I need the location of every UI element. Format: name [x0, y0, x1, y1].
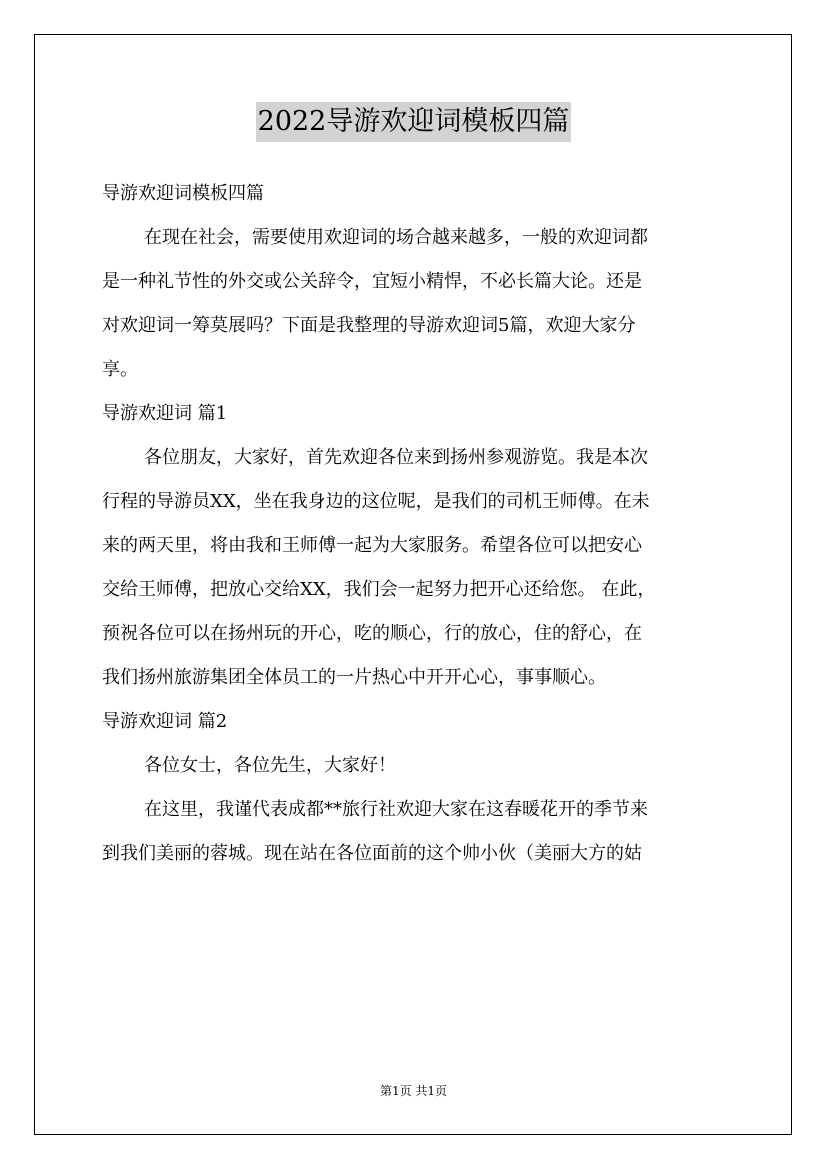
title-container [0, 102, 827, 142]
intro-paragraph-line: 是一种礼节性的外交或公关辞令，宜短小精悍，不必长篇大论。还是 [102, 271, 642, 292]
section-1-paragraph-line: 行程的导游员XX，坐在我身边的这位呢，是我们的司机王师傅。在未 [102, 491, 650, 512]
section-1-paragraph-line: 我们扬州旅游集团全体员工的一片热心中开开心心，事事顺心。 [102, 667, 606, 688]
page-footer [0, 1081, 827, 1101]
section-1-paragraph-line: 交给王师傅，把放心交给XX，我们会一起努力把开心还给您。 在此， [102, 579, 656, 600]
document-title: 2022导游欢迎词模板四篇 [256, 102, 572, 142]
intro-paragraph-line: 在现在社会，需要使用欢迎词的场合越来越多，一般的欢迎词都 [144, 227, 648, 248]
section-1-paragraph-line: 预祝各位可以在扬州玩的开心，吃的顺心，行的放心，住的舒心，在 [102, 623, 642, 644]
section-1-paragraph-line: 来的两天里，将由我和王师傅一起为大家服务。希望各位可以把安心 [102, 535, 642, 556]
document-body [102, 172, 742, 876]
section-heading-2: 导游欢迎词 篇2 [102, 711, 228, 732]
section-heading-1: 导游欢迎词 篇1 [102, 403, 228, 424]
section-2-paragraph-line: 在这里，我谨代表成都**旅行社欢迎大家在这春暖花开的季节来 [144, 799, 648, 820]
section-1-paragraph-line: 各位朋友，大家好，首先欢迎各位来到扬州参观游览。我是本次 [144, 447, 648, 468]
intro-paragraph-line: 享。 [102, 359, 138, 380]
intro-paragraph-line: 对欢迎词一筹莫展吗？下面是我整理的导游欢迎词5篇，欢迎大家分 [102, 315, 636, 336]
page-number: 第1页 共1页 [379, 1084, 448, 1098]
section-2-paragraph-line: 到我们美丽的蓉城。现在站在各位面前的这个帅小伙（美丽大方的姑 [102, 843, 642, 864]
section-2-paragraph-line: 各位女士，各位先生，大家好！ [144, 755, 396, 776]
intro-heading: 导游欢迎词模板四篇 [102, 183, 264, 204]
